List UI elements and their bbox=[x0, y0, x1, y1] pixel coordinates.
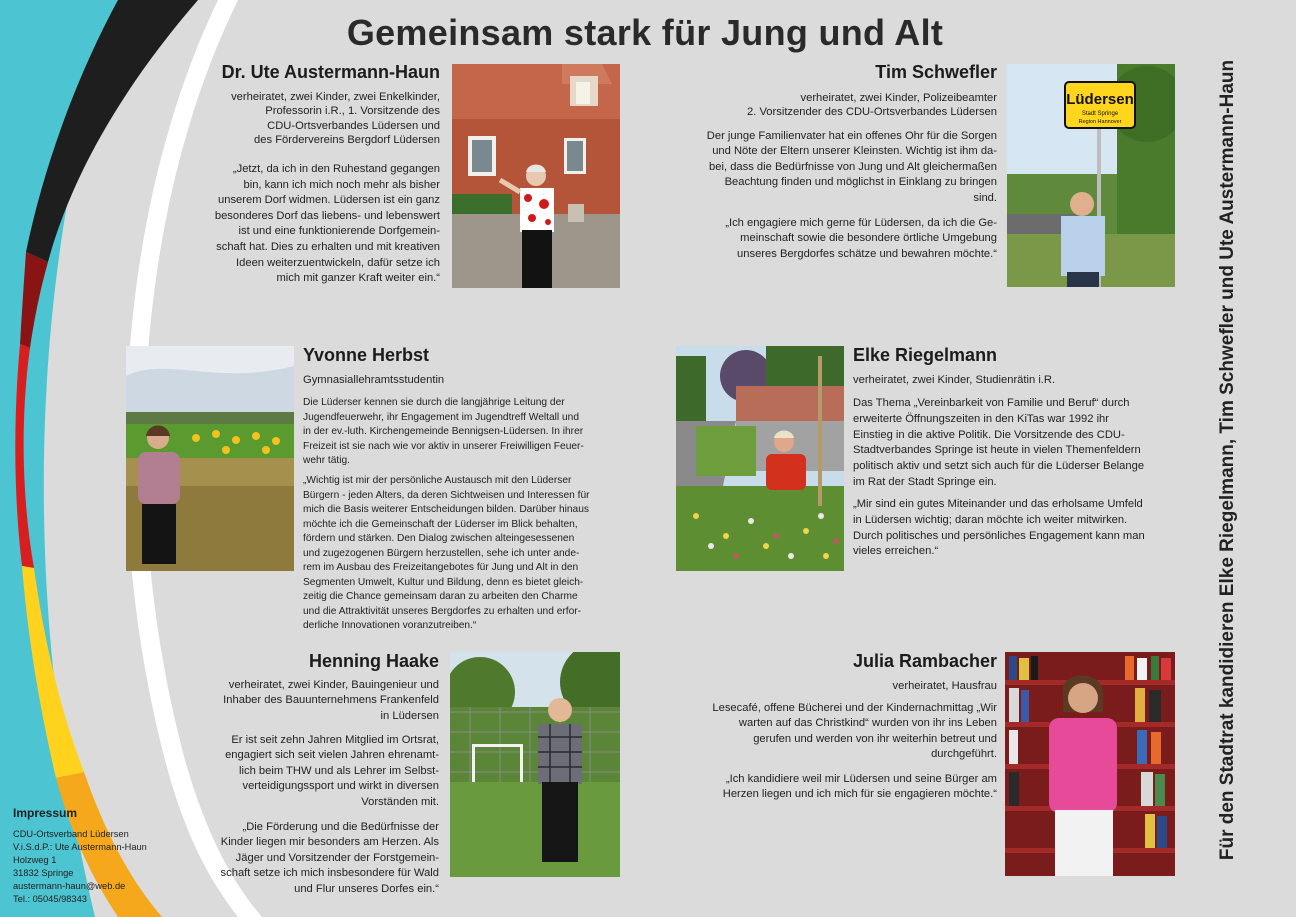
candidate-quote-julia: „Ich kandidiere weil mir Lüdersen und seine Bürger am Herzen liegen und ich mich für sie engagieren möchte.“ bbox=[722, 773, 997, 801]
impressum-phone: Tel.: 05045/98343 bbox=[13, 894, 87, 904]
candidate-text-tim: Der junge Familienvater hat ein offenes Ohr für die Sorgen und Nöte der Eltern unserer Kleinsten. Wichtig ist ihm da- bei, dass die Bedürfnisse von Jung und Alt gleichermaßen Beachtung finden und möglichst in Einklang zu bringen sind. bbox=[706, 130, 997, 204]
candidate-name-ute: Dr. Ute Austermann-Haun bbox=[221, 62, 440, 82]
candidate-text-henning: Er ist seit zehn Jahren Mitglied im Ortsrat, engagiert sich seit vielen Jahren ehrenamt- lich beim THW und als Lehrer im Selbst- verteidigungssport und wirkt in diversen Vorständen mit. bbox=[225, 734, 439, 808]
photo-elke bbox=[676, 346, 844, 571]
candidate-quote-ute: „Jetzt, da ich in den Ruhestand gegangen bin, kann ich mich noch mehr als bisher unserem Dorf widmen. Lüdersen ist ein ganz besonderes Dorf das liebens- und lebenswert ist und eine funktionierende Dorfgemein- schaft hat. Dies zu erhalten und mit kreativen Ideen weiterzuentwickeln, dafür setze ich mich mit ganzer Kraft weiter ein.“ bbox=[214, 163, 440, 285]
impressum-line: 31832 Springe bbox=[13, 868, 74, 878]
road-sign-city: Stadt Springe bbox=[1081, 111, 1119, 117]
candidate-bio-yvonne: Gymnasiallehramtsstudentin bbox=[303, 374, 445, 386]
road-sign-region: Region Hannover bbox=[1078, 119, 1122, 125]
candidate-quote-yvonne: „Wichtig ist mir der persönliche Austausch mit den Lüderser Bürgern - jeden Alters, da deren Sichtweisen und Interessen für mich die Basis weiterer Entscheidungen bilden. Darüber hinaus möchte ich die Gemeinschaft der Lüderser im Blick behalten, fördern und stärken. Den Dialog zwischen alteingesessenen und zugezogenen Bürgern herzustellen, sehe ich unter ande- rem im Ausbau des Freizeitangebotes für Jung und Alt in den Segmenten Umwelt, Kultur und Bildung, denn es bietet gleich- zeitig die Chance gemeinsam daran zu arbeiten den Charme und die Attraktivität unseres Bergdorfes zu erhalten und erfor- derliche Innovationen voranzutreiben.“ bbox=[303, 475, 590, 631]
impressum-line: V.i.S.d.P.: Ute Austermann-Haun bbox=[13, 842, 147, 852]
candidate-text-elke: Das Thema „Vereinbarkeit von Familie und Beruf“ durch erweiterte Öffnungszeiten in den KiTas war 1992 ihr Einstieg in die aktive Politik. Die Vorsitzende des CDU- Stadtverbandes Springe ist heute in vielen Themenfeldern politisch aktiv und setzt sich auch für die Lüderser Belange im Rat der Stadt Springe ein. bbox=[853, 397, 1145, 488]
impressum-line: Holzweg 1 bbox=[13, 855, 57, 865]
photo-henning bbox=[450, 652, 620, 877]
candidate-bio-henning: verheiratet, zwei Kinder, Bauingenieur und Inhaber des Bauunternehmens Frankenfeld in Lüdersen bbox=[223, 679, 439, 722]
candidate-quote-henning: „Die Förderung und die Bedürfnisse der Kinder liegen mir besonders am Herzen. Als Jäger und Vorsitzender der Forstgemein- schaft setze ich mich insbesondere für Wald und Flur unseres Dorfes ein.“ bbox=[220, 821, 439, 895]
candidate-name-tim: Tim Schwefler bbox=[875, 62, 997, 82]
candidate-bio-tim: verheiratet, zwei Kinder, Polizeibeamter 2. Vorsitzender des CDU-Ortsverbandes Lüdersen bbox=[747, 92, 997, 119]
candidate-quote-tim: „Ich engagiere mich gerne für Lüdersen, da ich die Ge- meinschaft sowie die besondere örtliche Umgebung unseres Bergdorfes schätze und bewahren möchte.“ bbox=[725, 217, 997, 260]
candidate-text-julia: Lesecafé, offene Bücherei und der Kindernachmittag „Wir warten auf das Christkind“ wurden von ihr ins Leben gerufen und werden von ihr weiterhin betreut und durchgeführt. bbox=[712, 702, 997, 761]
road-sign-town: Lüdersen bbox=[1066, 91, 1134, 108]
impressum-line: CDU-Ortsverband Lüdersen bbox=[13, 829, 129, 839]
photo-yvonne bbox=[126, 346, 294, 571]
candidate-bio-ute: verheiratet, zwei Kinder, zwei Enkelkinder, Professorin i.R., 1. Vorsitzende des CDU-Ortsverbandes Lüdersen und des Fördervereins Bergdorf Lüdersen bbox=[231, 91, 440, 147]
candidate-name-yvonne: Yvonne Herbst bbox=[303, 345, 430, 365]
candidate-name-julia: Julia Rambacher bbox=[852, 651, 997, 671]
photo-tim bbox=[1007, 64, 1175, 287]
impressum-email[interactable]: austermann-haun@web.de bbox=[13, 881, 126, 891]
candidate-bio-elke: verheiratet, zwei Kinder, Studienrätin i.R. bbox=[853, 374, 1056, 386]
photo-ute bbox=[452, 64, 620, 288]
photo-julia bbox=[1005, 652, 1175, 876]
candidate-quote-elke: „Mir sind ein gutes Miteinander und das erholsame Umfeld in Lüdersen wichtig; daran möchte ich weiter mitwirken. Durch politisches und persönliches Engagement kann man vieles erreichen.“ bbox=[853, 498, 1145, 558]
side-caption-text: Für den Stadtrat kandidieren Elke Riegelmann, Tim Schwefler und Ute Austermann-Haun bbox=[1217, 59, 1238, 861]
page-title: Gemeinsam stark für Jung und Alt bbox=[346, 12, 944, 53]
candidate-name-elke: Elke Riegelmann bbox=[853, 345, 998, 365]
impressum-title: Impressum bbox=[13, 806, 78, 820]
candidate-bio-julia: verheiratet, Hausfrau bbox=[892, 680, 997, 692]
candidate-name-henning: Henning Haake bbox=[308, 651, 439, 671]
candidate-text-yvonne: Die Lüderser kennen sie durch die langjährige Leitung der Jugendfeuerwehr, ihr Engagement im Jugendtreff Weltall und in der ev.-luth. Kirchengemeinde Bennigsen-Lüdersen. In ihrer Freizeit ist sie nach wie vor aktiv in unserer Freiwilligen Feuer- wehr tätig. bbox=[303, 397, 584, 466]
